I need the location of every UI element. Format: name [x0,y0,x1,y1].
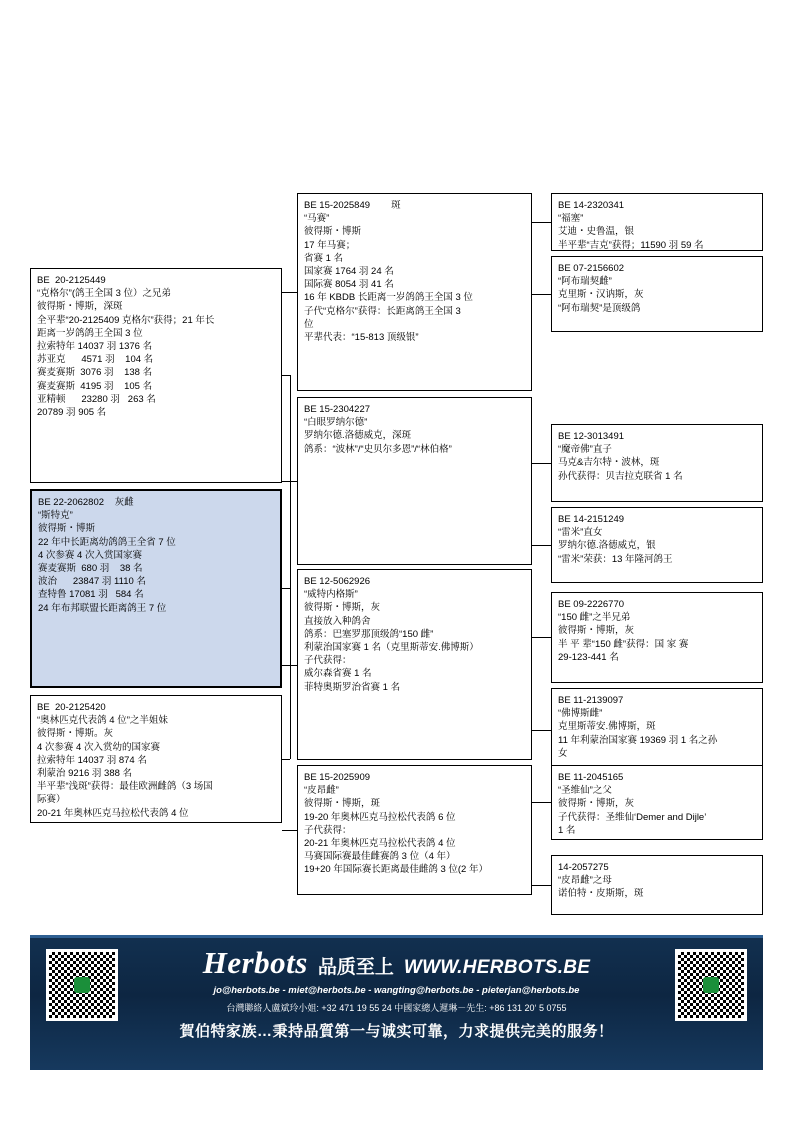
pedigree-box-great-grandparent-3 [551,424,763,502]
ggp6-line-0: BE 11-2139097 [558,695,624,706]
qr-code-left[interactable] [46,949,118,1021]
ggp4-line-0: BE 14-2151249 [558,514,625,525]
dam-line-7: 际赛） [37,794,66,806]
dam-line-5: 利蒙治 9216 羽 388 名 [37,768,133,780]
ggp7-line-1: “圣维仙”之父 [558,785,612,797]
ggp4-line-3: “雷米”荣获：13 年隆河鸽王 [558,553,673,565]
footer-top-stripe [30,935,763,938]
gp2-line-0: BE 15-2304227 [304,404,371,415]
gp2-line-3: 鸽系：“波林”/“史贝尔多恩”/“林伯格” [304,443,452,455]
brand-tagline-cn: 品质至上 [317,957,394,978]
ggp2-line-2: 克里斯・汉讷斯，灰 [558,289,644,301]
pedigree-box-grandparent-3 [297,569,532,760]
sire-line-6: 苏亚克 4571 羽 104 名 [37,354,154,366]
pedigree-box-subject [30,489,282,688]
sire-line-2: 彼得斯・博斯，深斑 [37,301,123,313]
connector [532,545,551,546]
subject-line-5: 赛麦赛斯 680 羽 38 名 [38,563,143,575]
subject-line-8: 24 年布邦联盟长距离鸽王 7 位 [38,602,167,614]
connector [532,222,551,223]
dam-line-0: BE 20-2125420 [37,702,106,713]
ggp6-line-4: 女 [558,747,568,759]
gp3-line-7: 威尔森省赛 1 名 [304,668,372,680]
contact-emails[interactable]: jo@herbots.be - miet@herbots.be - wangting@herbots.be - pieterjan@herbots.be [213,985,580,996]
pedigree-box-sire [30,268,282,483]
ggp5-line-0: BE 09-2226770 [558,599,625,610]
pedigree-box-great-grandparent-5 [551,592,763,683]
ggp3-line-0: BE 12-3013491 [558,431,625,442]
footer-content [130,945,663,1041]
connector [282,759,290,760]
ggp5-line-1: “150 雌”之半兄弟 [558,612,631,624]
ggp6-line-3: 11 年利蒙治国家赛 19369 羽 1 名之孙 [558,734,718,746]
ggp2-line-1: “阿布瑞契雌” [558,276,612,288]
ggp4-line-1: “雷米”直女 [558,527,603,539]
wechat-icon [703,977,719,993]
sire-line-5: 拉索特年 14037 羽 1376 名 [37,341,153,353]
sire-line-0: BE 20-2125449 [37,275,106,286]
gp4-line-1: “皮昂雌” [304,785,339,797]
connector [290,588,291,759]
wechat-icon [74,977,90,993]
gp3-line-4: 鸽系：巴塞罗那顶级鸽“150 雌” [304,628,434,640]
ggp1-line-2: 艾迪・史鲁温，银 [558,226,635,238]
subject-line-4: 4 次参赛 4 次入赏国家赛 [38,549,142,561]
gp1-line-1: “马赛” [304,213,330,225]
dam-line-4: 拉索特年 14037 羽 874 名 [37,754,147,766]
pedigree-box-grandparent-2 [297,397,532,565]
sire-line-8: 赛麦赛斯 4195 羽 105 名 [37,380,153,392]
contact-phones: 台灣聯絡人盧斌玲小姐: +32 471 19 55 24 中國家總人遲琳－先生: +86 131 20‘ 5 0755 [226,1003,567,1013]
gp4-line-6: 马赛国际赛最佳雌赛鸽 3 位（4 年） [304,851,456,863]
gp3-line-1: “威特内格斯” [304,589,358,601]
ggp7-line-0: BE 11-2045165 [558,772,624,783]
sire-line-3: 全平辈“20-2125409 克格尔”获得；21 年长 [37,314,215,326]
pedigree-box-great-grandparent-2 [551,256,763,332]
gp1-line-7: 16 年 KBDB 长距离一岁鸽鸽王全国 3 位 [304,292,473,304]
gp3-line-5: 利蒙治国家赛 1 名（克里斯蒂安.佛博斯） [304,642,479,654]
pedigree-box-great-grandparent-6 [551,688,763,773]
connector [282,481,297,482]
dam-line-3: 4 次参赛 4 次入赏幼的国家赛 [37,741,160,753]
ggp7-line-4: 1 名 [558,824,576,836]
gp4-line-2: 彼得斯・博斯，斑 [304,798,381,810]
subject-line-3: 22 年中长距离幼鸽鸽王全省 7 位 [38,536,176,548]
gp4-line-0: BE 15-2025909 [304,772,371,783]
connector [532,802,551,803]
pedigree-box-great-grandparent-4 [551,507,763,583]
sire-line-9: 亚精顿 23280 羽 263 名 [37,393,156,405]
pedigree-box-grandparent-1 [297,193,532,391]
subject-line-2: 彼得斯・博斯 [38,523,96,535]
connector [532,463,551,464]
gp3-line-3: 直接放入种鸽舍 [304,615,371,627]
ggp6-line-1: “佛博斯雌” [558,708,603,720]
gp1-line-0: BE 15-2025849 斑 [304,200,401,211]
dam-line-1: “奥林匹克代表鸽 4 位”之半姐妹 [37,715,168,727]
connector [282,665,297,666]
gp1-line-5: 国家赛 1764 羽 24 名 [304,266,394,278]
connector [290,375,291,589]
ggp5-line-2: 彼得斯・博斯，灰 [558,625,635,637]
gp4-line-3: 19-20 年奥林匹克马拉松代表鸽 6 位 [304,811,456,823]
subject-line-7: 查特鲁 17081 羽 584 名 [38,589,144,601]
ggp1-line-0: BE 14-2320341 [558,200,625,211]
dam-line-2: 彼得斯・博斯。灰 [37,728,114,740]
connector [282,292,297,293]
ggp2-line-0: BE 07-2156602 [558,263,625,274]
ggp7-line-3: 子代获得：圣维仙‘Demer and Dijle’ [558,811,707,823]
dam-line-8: 20-21 年奥林匹克马拉松代表鸽 4 位 [37,807,189,819]
gp1-line-8: 子代“克格尔”获得：长距离鸽王全国 3 [304,305,461,317]
sire-line-1: “克格尔”(鸽王全国 3 位）之兄弟 [37,288,172,300]
gp4-line-5: 20-21 年奥林匹克马拉松代表鸽 4 位 [304,838,456,850]
sire-line-10: 20789 羽 905 名 [37,407,107,419]
gp1-line-4: 省赛 1 名 [304,252,344,264]
gp1-line-10: 平辈代表：“15-813 顶级银” [304,332,419,344]
connector [282,375,290,376]
connector [532,885,551,886]
ggp5-line-4: 29-123-441 名 [558,651,619,663]
dam-line-6: 半平辈“浅斑”获得：最佳欧洲雌鸽（3 场国 [37,781,213,793]
connector [282,830,297,831]
gp4-line-4: 子代获得： [304,824,352,836]
ggp1-line-3: 半平辈“吉克”获得；11590 羽 59 名 [558,239,704,251]
connector [532,637,551,638]
gp3-line-6: 子代获得： [304,655,352,667]
gp2-line-1: “白眼罗纳尔德” [304,417,368,429]
ggp8-line-0: 14-2057275 [558,862,609,873]
pedigree-box-great-grandparent-1 [551,193,763,251]
brand-logo-text: Herbots [202,945,308,980]
subject-line-1: “斯特克” [38,510,73,522]
ggp3-line-1: “魔帝佛”直子 [558,444,612,456]
ggp8-line-2: 诺伯特・皮斯斯，斑 [558,888,644,900]
sire-line-7: 赛麦赛斯 3076 羽 138 名 [37,367,153,379]
gp3-line-2: 彼得斯・博斯，灰 [304,602,381,614]
pedigree-box-grandparent-4 [297,765,532,895]
ggp7-line-2: 彼得斯・博斯，灰 [558,798,635,810]
ggp4-line-2: 罗纳尔德.洛德威克，银 [558,540,656,552]
gp3-line-0: BE 12-5062926 [304,576,371,587]
ggp8-line-1: “皮昂雌”之母 [558,875,612,887]
qr-code-right[interactable] [675,949,747,1021]
footer-slogan: 賀伯特家族…秉持品質第一与诚实可靠，力求提供完美的服务！ [179,1023,614,1040]
gp2-line-2: 罗纳尔德.洛德威克，深斑 [304,430,412,442]
ggp6-line-2: 克里斯蒂安.佛博斯，斑 [558,721,656,733]
gp4-line-7: 19+20 年国际赛长距离最佳雌鸽 3 位(2 年） [304,864,488,876]
ggp2-line-3: “阿布瑞契”是顶级鸽 [558,302,641,314]
subject-line-6: 波治 23847 羽 1110 名 [38,576,146,588]
brand-row [130,945,663,981]
gp1-line-9: 位 [304,318,314,330]
gp1-line-3: 17 年马赛； [304,239,356,251]
gp1-line-2: 彼得斯・博斯 [304,226,362,238]
connector [532,294,551,295]
pedigree-box-great-grandparent-7 [551,765,763,840]
ggp3-line-3: 孙代获得：贝吉拉克联省 1 名 [558,470,683,482]
subject-line-0: BE 22-2062802 灰雌 [38,497,134,508]
pedigree-box-great-grandparent-8 [551,855,763,915]
ggp3-line-2: 马克&吉尔特・波林，斑 [558,457,660,469]
sire-line-4: 距离一岁鸽鸽王全国 3 位 [37,327,143,339]
footer-banner [30,935,763,1070]
ggp1-line-1: “福塞” [558,213,584,225]
gp3-line-8: 菲特奥斯罗治省赛 1 名 [304,681,401,693]
pedigree-box-dam [30,695,282,823]
gp1-line-6: 国际赛 8054 羽 41 名 [304,279,394,291]
connector [532,730,551,731]
brand-website-link[interactable]: WWW.HERBOTS.BE [403,957,591,978]
connector [282,588,290,589]
ggp5-line-3: 半 平 辈“150 雌”获得：国 家 赛 [558,638,689,650]
